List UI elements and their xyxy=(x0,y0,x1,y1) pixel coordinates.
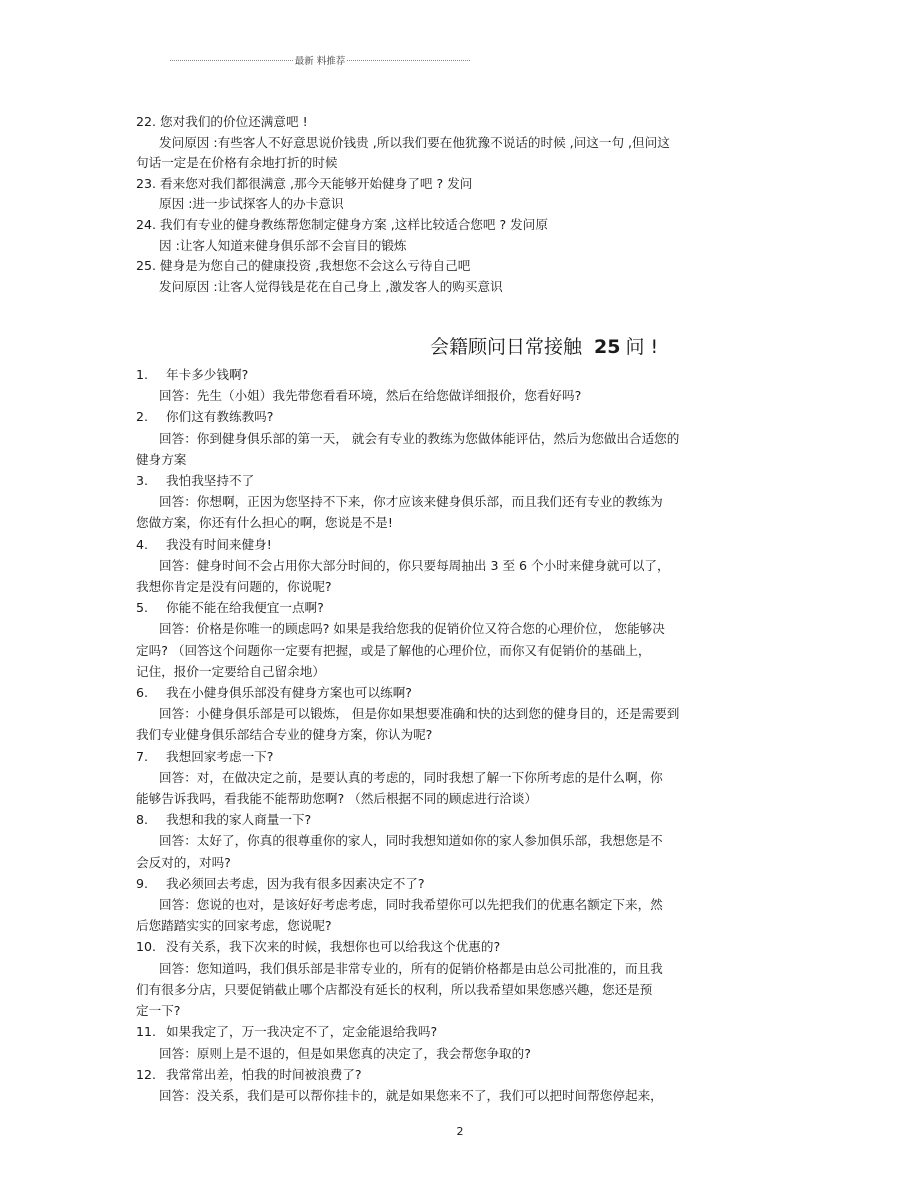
qa-question: 我没有时间来健身! xyxy=(166,536,272,552)
qa-question: 你能不能在给我便宜一点啊? xyxy=(166,600,324,616)
qa-number: 9. xyxy=(136,875,149,891)
qa-answer-line: 回答：先生（小姐）我先带您看看环境，然后在给您做详细报价，您看好吗? xyxy=(159,388,582,404)
qa-answer-line: 回答：健身时间不会占用你大部分时间的，你只要每周抽出 3 至 6 个小时来健身就可以了， xyxy=(159,557,670,573)
qa-question: 我怕我坚持不了 xyxy=(166,473,255,489)
item-line: 23. 看来您对我们都很满意 ,那今天能够开始健身了吧 ? 发问 xyxy=(136,175,473,191)
qa-number: 1. xyxy=(136,367,149,382)
header-text: 最新 料推荐 xyxy=(294,56,346,67)
qa-answer-line: 能够告诉我吗，看我能不能帮助您啊? （然后根据不同的顾虑进行洽谈） xyxy=(136,791,538,807)
qa-item-1 xyxy=(136,364,786,406)
qa-item-3 xyxy=(136,470,786,534)
item-line: 原因 :进一步试探客人的办卡意识 xyxy=(159,196,344,212)
qa-answer-line: 回答：原则上是不退的，但是如果您真的决定了，我会帮您争取的? xyxy=(159,1045,531,1061)
section-title-text: 会籍顾问日常接触 xyxy=(430,336,583,358)
qa-answer-line: 回答：对，在做决定之前，是要认真的考虑的，同时我想了解一下你所考虑的是什么啊，你 xyxy=(159,769,663,785)
qa-question: 我在小健身俱乐部没有健身方案也可以练啊? xyxy=(166,685,412,701)
qa-number: 3. xyxy=(136,473,149,489)
qa-answer-line: 后您踏踏实实的回家考虑，您说呢? xyxy=(136,918,332,934)
qa-list xyxy=(136,364,786,1106)
qa-answer-line: 回答：您知道吗，我们俱乐部是非常专业的，所有的促销价格都是由总公司批准的，而且我 xyxy=(159,960,663,976)
qa-question: 我必须回去考虑，因为我有很多因素决定不了? xyxy=(166,875,425,891)
qa-number: 12. xyxy=(136,1066,157,1082)
page-header xyxy=(170,53,470,67)
qa-question: 我想回家考虑一下? xyxy=(166,748,274,764)
qa-answer-line: 回答：太好了，你真的很尊重你的家人，同时我想知道如你的家人参加俱乐部，我想您是不 xyxy=(159,833,663,849)
item-q25 xyxy=(136,256,786,297)
qa-item-12 xyxy=(136,1064,786,1106)
qa-answer-line: 回答：您说的也对，是该好好考虑考虑，同时我希望你可以先把我们的优惠名额定下来，然 xyxy=(159,897,663,913)
qa-answer-line: 您做方案，你还有什么担心的啊，您说是不是! xyxy=(136,515,393,531)
item-q22 xyxy=(136,112,786,174)
qa-number: 10. xyxy=(136,939,157,955)
qa-answer-line: 回答：小健身俱乐部是可以锻炼， 但是你如果想要准确和快的达到您的健身目的，还是需要到 xyxy=(159,706,680,722)
qa-answer-line: 健身方案 xyxy=(136,451,187,467)
qa-question: 如果我定了，万一我决定不了，定金能退给我吗? xyxy=(166,1024,438,1040)
section-title-number: 25 xyxy=(594,336,621,358)
qa-answer-line: 们有很多分店，只要促销截止哪个店都没有延长的权利，所以我希望如果您感兴趣，您还是预 xyxy=(136,981,653,997)
qa-answer-line: 我想你肯定是没有问题的，你说呢? xyxy=(136,579,332,595)
qa-number: 2. xyxy=(136,409,149,425)
qa-item-7 xyxy=(136,746,786,810)
qa-number: 4. xyxy=(136,536,149,552)
question-list-part1 xyxy=(136,112,786,297)
qa-number: 7. xyxy=(136,748,149,764)
qa-answer-line: 定吗? （回答这个问题你一定要有把握，或是了解他的心理价位，而你又有促销价的基础上， xyxy=(136,642,651,658)
header-dotted-rule-left xyxy=(170,60,293,61)
qa-answer-line: 回答：价格是你唯一的顾虑吗? 如果是我给您我的促销价位又符合您的心理价位， 您能够决 xyxy=(159,621,665,637)
item-q24 xyxy=(136,215,786,256)
qa-answer-line: 记住，报价一定要给自己留余地） xyxy=(136,663,325,679)
qa-item-11 xyxy=(136,1021,786,1063)
item-line: 发问原因 :让客人觉得钱是花在自己身上 ,激发客人的购买意识 xyxy=(159,278,503,294)
qa-answer-line: 回答：你想啊，正因为您坚持不下来，你才应该来健身俱乐部，而且我们还有专业的教练为 xyxy=(159,494,663,510)
page-number: 2 xyxy=(456,1125,464,1138)
item-line: 句话一定是在价格有余地打折的时候 xyxy=(136,155,338,171)
qa-item-2 xyxy=(136,406,786,470)
qa-number: 8. xyxy=(136,812,149,828)
qa-question: 年卡多少钱啊? xyxy=(166,367,249,382)
item-q23 xyxy=(136,174,786,215)
item-line: 25. 健身是为您自己的健康投资 ,我想您不会这么亏待自己吧 xyxy=(136,258,471,274)
qa-answer-line: 定一下? xyxy=(136,1003,181,1019)
item-line: 因 :让客人知道来健身俱乐部不会盲目的锻炼 xyxy=(159,237,407,253)
item-line: 22. 您对我们的价位还满意吧 ! xyxy=(136,114,308,129)
qa-item-6 xyxy=(136,682,786,746)
qa-number: 5. xyxy=(136,600,149,616)
qa-answer-line: 回答：没关系，我们是可以帮你挂卡的，就是如果您来不了，我们可以把时间帮您停起来， xyxy=(159,1087,663,1103)
item-line: 发问原因 :有些客人不好意思说价钱贵 ,所以我们要在他犹豫不说话的时候 ,问这一句 ,但问这 xyxy=(159,134,670,150)
header-dotted-rule-right xyxy=(347,60,470,61)
qa-item-9 xyxy=(136,873,786,937)
qa-item-10 xyxy=(136,936,786,1021)
item-line: 24. 我们有专业的健身教练帮您制定健身方案 ,这样比较适合您吧 ? 发问原 xyxy=(136,216,548,232)
qa-number: 6. xyxy=(136,685,149,701)
qa-answer-line: 会反对的，对吗? xyxy=(136,854,231,870)
section-title xyxy=(430,332,658,359)
qa-item-4 xyxy=(136,534,786,598)
qa-question: 我常常出差，怕我的时间被浪费了? xyxy=(166,1066,362,1082)
qa-question: 你们这有教练教吗? xyxy=(166,409,274,425)
qa-question: 没有关系，我下次来的时候，我想你也可以给我这个优惠的? xyxy=(166,939,501,955)
qa-item-8 xyxy=(136,809,786,873)
qa-answer-line: 我们专业健身俱乐部结合专业的健身方案，你认为呢? xyxy=(136,727,433,743)
qa-question: 我想和我的家人商量一下? xyxy=(166,812,312,828)
qa-answer-line: 回答：你到健身俱乐部的第一天， 就会有专业的教练为您做体能评估，然后为您做出合适您的 xyxy=(159,430,680,446)
qa-number: 11. xyxy=(136,1024,157,1040)
qa-item-5 xyxy=(136,597,786,682)
section-title-suffix: 问 ! xyxy=(625,336,659,358)
